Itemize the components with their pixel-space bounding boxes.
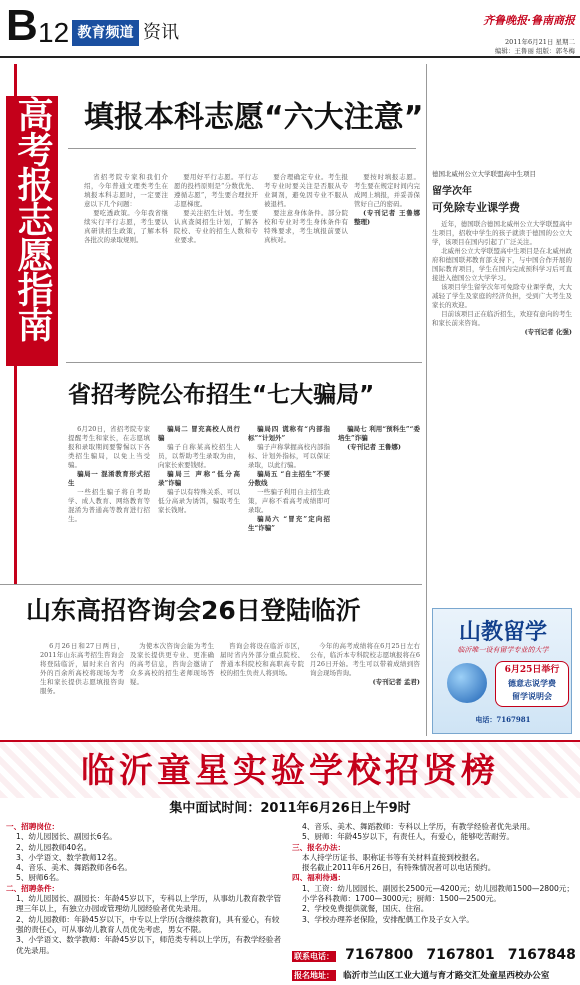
article2-subhead: 骗局四 谎称有“内部指标”“计划外”: [248, 425, 330, 442]
article2-subhead: 骗局二 冒充高校人员行骗: [158, 425, 240, 442]
article2-col1: [68, 425, 150, 580]
masthead: [0, 0, 580, 62]
article1-col4: [354, 173, 420, 353]
sidebar-title: 高考报志愿指南: [12, 96, 53, 341]
page-letter: B: [6, 1, 38, 50]
channel-label: 教育频道: [77, 25, 134, 41]
recruit-interview-time: 集中面试时间：2011年6月26日上午9时: [169, 801, 411, 816]
article1-paragraph: 要用好平行志愿。平行志愿的投档原则是“分数优先、遵循志愿”，考生要合理拉开志愿梯度。: [174, 173, 258, 208]
article2-subhead: 骗局七 利用“预科生”“委培生”诈骗: [338, 425, 420, 442]
ad-slogan: 临沂唯一设有留学专业的大学: [457, 646, 549, 654]
ad-date: 6月25日举行: [504, 665, 560, 675]
article1-col1: [84, 173, 168, 353]
article3-paragraph: 今年的高考成绩将在6月25日左右公布，临沂本专科院校志愿填报将在6月26日开始。考生可以带着成绩到咨询会现场咨询。: [310, 642, 420, 677]
right-headline-2: 可免除专业课学费: [432, 201, 520, 214]
recruit-right: [292, 822, 574, 942]
article1-paragraph: 要合理确定专业。考生报考专业时要关注是否服从专业调剂，避免因专业不服从被退档。: [264, 173, 348, 208]
ad-event: 德意志说学费: [508, 678, 556, 688]
article2-byline: (专刊记者 王鲁娜): [347, 443, 402, 451]
date-line: 2011年6月21日 星期二: [504, 38, 575, 46]
recruit-item: 1、幼儿园园长、副园长6名。: [16, 832, 117, 842]
article2-subhead: 骗局五 “自主招生”不要分数线: [248, 470, 330, 487]
recruit-item: 2、幼儿园教师：年龄45岁以下，中专以上学历(含继续教育)，具有爱心，有较强的责任心，可从事幼儿教育人员优先考虑，男女不限。: [16, 914, 280, 934]
recruit-heading: 四、福利待遇：: [292, 873, 346, 883]
recruit-contact: [292, 945, 576, 985]
article3-paragraph: 为使本次咨询会能为考生及家长提供更专业、更准确的高考信息，咨询会邀请了众多高校的招生老师现场答疑。: [130, 642, 214, 686]
recruit-item: 4、音乐、美术、舞蹈教师：专科以上学历，有教学经验者优先录用。: [302, 822, 535, 831]
masthead-rule: [0, 56, 580, 58]
recruit-item: 3、小学语文、数学教师：年龄45岁以下，师范类专科以上学历，有教学经验者优先录用。: [16, 935, 282, 955]
article3-col3: [220, 642, 304, 732]
ad-title: 山教留学: [458, 620, 547, 645]
ad-phone: 电话：7167981: [475, 715, 531, 724]
recruit-item: 3、学校办理养老保险，安排配偶工作及子女入学。: [302, 914, 474, 924]
recruit-item: 4、音乐、美术、舞蹈教师各6名。: [16, 863, 132, 873]
article2-col2: [158, 425, 240, 580]
address-label: 报名地址：: [294, 971, 334, 980]
page-number: 12: [38, 17, 70, 48]
article2-col4: [338, 425, 420, 580]
right-paragraph: 该项目学生留学次年可免除专业课学费，大大减轻了学生及家庭的经济负担，受到广大考生及家长的欢迎。: [432, 283, 572, 309]
article2-subhead: 骗局三 声称“低分高录”诈骗: [158, 470, 240, 487]
article3-byline: (专刊记者 孟君): [372, 678, 420, 686]
phone-row: [292, 945, 576, 962]
recruit-heading: 二、招聘条件：: [6, 883, 60, 893]
article1-title: 填报本科志愿“六大注意”: [84, 100, 424, 135]
article3-col2: [130, 642, 214, 732]
right-intro: 德国北威州公立大学联盟高中生项目: [432, 170, 536, 178]
article2-col3: [248, 425, 330, 580]
right-paragraph: 目前该项目正在临沂招生，欢迎有意向的考生和家长前来咨询。: [432, 310, 572, 327]
recruit-item: 报名截止2011年6月26日，有特殊情况者可以电话预约。: [302, 863, 496, 873]
phone-number[interactable]: 7167801: [426, 947, 495, 963]
recruit-title-band: [0, 742, 580, 798]
article1-col2: [174, 173, 258, 353]
editor-line: 编辑：王鲁丽 组版：郭冬梅: [494, 47, 575, 55]
recruit-item: 3、小学语文、数学教师12名。: [16, 852, 122, 862]
recruit-left: [6, 822, 286, 985]
study-abroad-ad[interactable]: [432, 608, 572, 734]
article2-paragraph: 骗子自称某高校招生人员，以帮助考生录取为由，向家长索要钱财。: [158, 443, 240, 469]
article2-subhead: 骗局六 “冒充”定向招生“诈骗”: [248, 515, 330, 532]
recruit-item: 5、厨师：年龄45岁以下，有责任人，有爱心，能够吃苦耐劳。: [302, 832, 514, 842]
article1-col3: [264, 173, 348, 353]
article1-rule: [68, 148, 416, 149]
recruit-heading: 一、招聘岗位：: [6, 822, 60, 831]
recruit-item: 5、厨师6名。: [16, 873, 64, 883]
article1-paragraph: 要吃透政策。今年我省继续实行平行志愿，考生要认真研读招生政策，了解本科各批次的录取规则。: [84, 209, 168, 244]
paper-logo: 齐鲁晚报·鲁南商报: [483, 14, 575, 27]
recruit-ad[interactable]: [0, 740, 580, 985]
article2-title: 省招考院公布招生“七大骗局”: [68, 382, 375, 408]
recruit-title: 临沂童星实验学校招贤榜: [81, 751, 499, 791]
article1-paragraph: 要注意身体条件。部分院校和专业对考生身体条件有特殊要求，考生填报前要认真核对。: [264, 209, 348, 244]
divider: [0, 584, 422, 585]
article1-paragraph: 省招考院专家和我们介绍，今年普通文理类考生在填报本科志愿时，一定要注意以下几个问题：: [84, 173, 168, 208]
phone-number[interactable]: 7167800: [345, 947, 414, 963]
article3-paragraph: 咨询会将设在临沂市区，届时省内外部分重点院校、普通本科院校和高职高专院校的招生负责人将到场。: [220, 642, 304, 677]
ad-date-badge: [495, 661, 569, 707]
recruit-item: 2、学校免费提供就餐，国庆、住宿。: [302, 904, 429, 914]
article2-paragraph: 骗子以有特殊关系、可以低分高录为诱饵，骗取考生家长钱财。: [158, 488, 240, 514]
phone-label: 联系电话：: [294, 952, 334, 961]
ad-event-2: 留学说明会: [512, 691, 552, 701]
recruit-item: 本人持学历证书、职称证书等有关材料直接到校报名。: [302, 852, 485, 862]
address-row: [292, 964, 576, 981]
recruit-heading: 三、报名办法：: [292, 842, 346, 852]
article2-paragraph: 6月20日，省招考院专家提醒考生和家长，在志愿填报和录取期间要警惕以下各类招生骗局，以免上当受骗。: [68, 425, 150, 469]
right-paragraph: 近年，德国联合德国北威州公立大学联盟高中生项目，招收中学生的孩子就读于德国的公立大学，该项目在国内引起了广泛关注。: [432, 220, 572, 246]
ad-globe-icon: [447, 663, 487, 703]
phone-number[interactable]: 7167848: [507, 947, 576, 963]
article3-col1: [40, 642, 124, 732]
section-label: 资讯: [143, 22, 179, 43]
article2-subhead: 骗局一 混淆教育形式招生: [68, 470, 150, 487]
divider: [66, 362, 422, 363]
article3-col4: [310, 642, 420, 732]
article2-paragraph: 一些招生骗子将自考助学、成人教育、网络教育等混淆为普通高等教育进行招生。: [68, 488, 150, 523]
article3-title: 山东高招咨询会26日登陆临沂: [26, 596, 361, 625]
sidebar-banner: [6, 96, 58, 366]
article1-byline: (专刊记者 王鲁娜 整理): [354, 209, 420, 226]
recruit-item: 1、幼儿园园长、副园长：年龄45岁以下，专科以上学历，从事幼儿教育教学管理三年以上，有独立办园或管理幼儿园经验者优先录用。: [16, 894, 282, 914]
article3-paragraph: 6月26日和27日两日，2011年山东高考招生咨询会将登陆临沂，届时来自省内外的百余所高校将现场为考生和家长提供志愿填报咨询服务。: [40, 642, 124, 695]
channel-badge: [72, 20, 139, 46]
article2-paragraph: 一些骗子利用自主招生政策，声称不看高考成绩即可录取。: [248, 488, 330, 514]
right-byline: (专刊记者 化强): [524, 328, 572, 336]
recruit-item: 2、幼儿园教师40名。: [16, 842, 92, 852]
address-text: 临沂市兰山区工业大道与育才路交汇处童星西校办公室: [343, 971, 550, 981]
right-column: [432, 170, 572, 590]
right-column-rule: [426, 64, 427, 736]
right-headline-1: 留学次年: [432, 186, 472, 197]
article1-paragraph: 要按时填报志愿。考生要在规定时间内完成网上填报，并妥善保管好自己的密码。: [354, 173, 420, 208]
article2-paragraph: 骗子声称掌握高校内部指标、计划外指标，可以保证录取，以此行骗。: [248, 443, 330, 469]
recruit-item: 1、工资：幼儿园园长、副园长2500元—4200元；幼儿园教师1500—2800元；小学各科教师：1700—3000元；厨师：1500—2500元。: [302, 883, 574, 904]
right-paragraph: 北威州公立大学联盟高中生项目是在北威州政府和德国联邦教育部支持下，与中国合作开展的国际教育项目，学生在国内完成预科学习后可直接进入德国公立大学学习。: [432, 247, 572, 282]
article1-paragraph: 要关注招生计划。考生要认真查阅招生计划，了解各院校、专业的招生人数和专业要求。: [174, 209, 258, 244]
